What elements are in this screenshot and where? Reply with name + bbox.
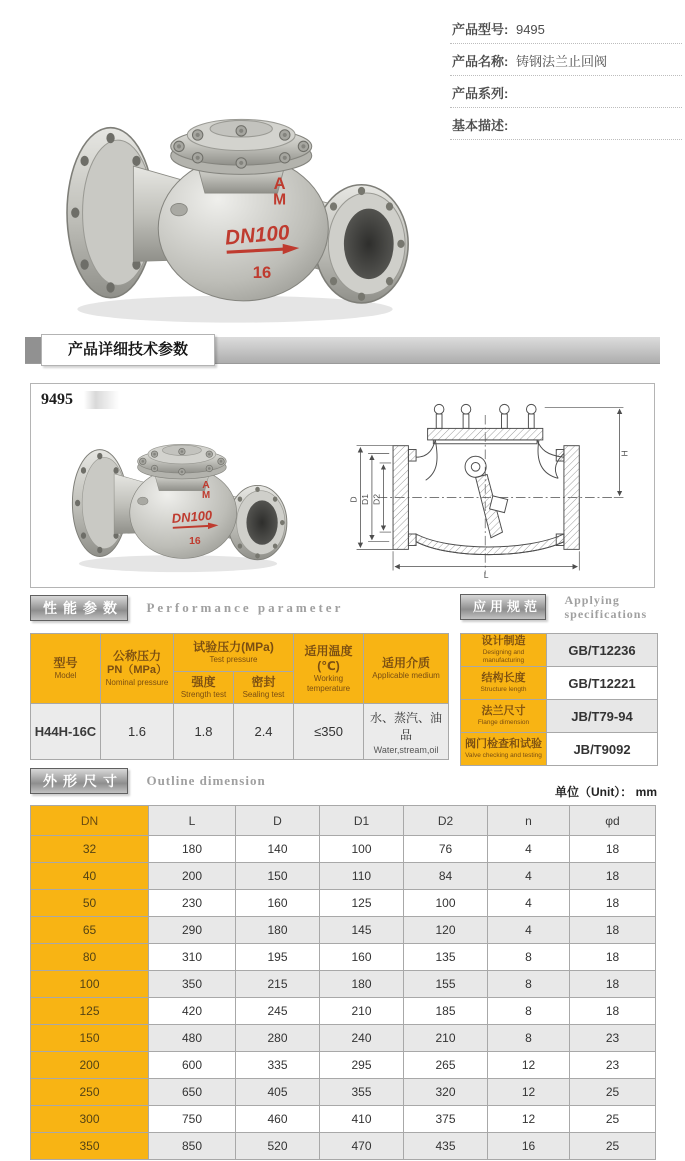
perf-medium: 水、蒸汽、油品 Water,stream,oil bbox=[364, 704, 449, 760]
drawing-label-d2: D2 bbox=[371, 493, 382, 505]
dimension-cell: 650 bbox=[149, 1079, 236, 1106]
perf-model: H44H-16C bbox=[31, 704, 101, 760]
table-row bbox=[31, 971, 656, 998]
dimension-cell: 8 bbox=[488, 971, 570, 998]
perf-strength: 1.8 bbox=[174, 704, 234, 760]
applying-title-en: Applying specifications bbox=[564, 593, 648, 622]
dimension-cell: 18 bbox=[570, 917, 656, 944]
table-row bbox=[31, 1133, 656, 1160]
table-row bbox=[31, 836, 656, 863]
spec-designing: 设计制造 Designing and manufacturing bbox=[461, 634, 547, 667]
dimension-table bbox=[30, 805, 656, 1160]
dimension-cell: 12 bbox=[488, 1106, 570, 1133]
dimension-cell: 210 bbox=[404, 1025, 488, 1052]
dimension-cell: 405 bbox=[236, 1079, 320, 1106]
perf-sealing: 2.4 bbox=[234, 704, 294, 760]
dimension-cell: 23 bbox=[570, 1052, 656, 1079]
dimension-cell: 180 bbox=[149, 836, 236, 863]
table-row bbox=[31, 1106, 656, 1133]
drawing-label-l: L bbox=[483, 570, 489, 581]
dimension-cell: 8 bbox=[488, 998, 570, 1025]
outline-section-header bbox=[30, 768, 266, 792]
spec-designing-value: GB/T12236 bbox=[547, 634, 658, 667]
dn-cell: 80 bbox=[31, 944, 149, 971]
product-series-row bbox=[450, 76, 682, 108]
col-d: D bbox=[236, 806, 320, 836]
outline-title-cn: 外形尺寸 bbox=[30, 768, 128, 794]
col-dn: DN bbox=[31, 806, 149, 836]
dn-cell: 250 bbox=[31, 1079, 149, 1106]
dimension-cell: 850 bbox=[149, 1133, 236, 1160]
dimension-cell: 460 bbox=[236, 1106, 320, 1133]
dimension-cell: 335 bbox=[236, 1052, 320, 1079]
dimension-cell: 100 bbox=[320, 836, 404, 863]
dimension-cell: 420 bbox=[149, 998, 236, 1025]
dimension-cell: 600 bbox=[149, 1052, 236, 1079]
dimension-cell: 375 bbox=[404, 1106, 488, 1133]
dimension-cell: 295 bbox=[320, 1052, 404, 1079]
applying-table bbox=[460, 633, 658, 766]
dn-cell: 100 bbox=[31, 971, 149, 998]
dn-cell: 50 bbox=[31, 890, 149, 917]
table-row bbox=[31, 1079, 656, 1106]
col-applicable-medium: 适用介质 Applicable medium bbox=[364, 634, 449, 704]
detail-box-model: 9495 bbox=[41, 391, 119, 409]
col-sealing-test: 密封 Sealing test bbox=[234, 672, 294, 704]
col-nominal-pressure: 公称压力 PN（MPa） Nominal pressure bbox=[101, 634, 174, 704]
dn-cell: 300 bbox=[31, 1106, 149, 1133]
dn-cell: 125 bbox=[31, 998, 149, 1025]
dimension-cell: 290 bbox=[149, 917, 236, 944]
dimension-cell: 125 bbox=[320, 890, 404, 917]
product-info bbox=[450, 12, 682, 140]
spec-structure-length: 结构长度 Structure length bbox=[461, 667, 547, 700]
product-name-row bbox=[450, 44, 682, 76]
spec-flange-dimension: 法兰尺寸 Flange dimension bbox=[461, 700, 547, 733]
product-model-row bbox=[450, 12, 682, 44]
dimension-cell: 120 bbox=[404, 917, 488, 944]
perf-pn: 1.6 bbox=[101, 704, 174, 760]
dimension-cell: 320 bbox=[404, 1079, 488, 1106]
dimension-cell: 280 bbox=[236, 1025, 320, 1052]
section-title: 产品详细技术参数 bbox=[41, 334, 215, 366]
perf-temp: ≤350 bbox=[294, 704, 364, 760]
col-test-pressure: 试验压力(MPa) Test pressure bbox=[174, 634, 294, 672]
performance-section-header bbox=[30, 595, 343, 619]
dimension-header-row bbox=[31, 806, 656, 836]
dimension-cell: 435 bbox=[404, 1133, 488, 1160]
col-strength-test: 强度 Strength test bbox=[174, 672, 234, 704]
dimension-cell: 25 bbox=[570, 1079, 656, 1106]
dimension-cell: 4 bbox=[488, 917, 570, 944]
product-name-label: 产品名称: bbox=[452, 54, 509, 69]
section-bar bbox=[25, 337, 660, 364]
table-row bbox=[31, 890, 656, 917]
performance-table bbox=[30, 633, 449, 760]
dimension-cell: 245 bbox=[236, 998, 320, 1025]
table-row bbox=[31, 998, 656, 1025]
dimension-cell: 12 bbox=[488, 1079, 570, 1106]
dimension-cell: 76 bbox=[404, 836, 488, 863]
col-d2: D2 bbox=[404, 806, 488, 836]
table-row bbox=[31, 1052, 656, 1079]
outline-title-en: Outline dimension bbox=[146, 773, 266, 788]
dimension-cell: 8 bbox=[488, 1025, 570, 1052]
performance-row bbox=[31, 704, 449, 760]
drawing-label-d: D bbox=[348, 496, 359, 503]
dimension-cell: 12 bbox=[488, 1052, 570, 1079]
dimension-cell: 265 bbox=[404, 1052, 488, 1079]
dimension-cell: 200 bbox=[149, 863, 236, 890]
dimension-cell: 18 bbox=[570, 944, 656, 971]
applying-title-cn: 应用规范 bbox=[460, 594, 546, 620]
spec-structure-length-value: GB/T12221 bbox=[547, 667, 658, 700]
spec-valve-checking-value: JB/T9092 bbox=[547, 733, 658, 766]
spec-valve-checking: 阀门检查和试验 Valve checking and testing bbox=[461, 733, 547, 766]
product-photo-small bbox=[49, 402, 307, 578]
dimension-cell: 160 bbox=[236, 890, 320, 917]
col-model: 型号 Model bbox=[31, 634, 101, 704]
dimension-cell: 18 bbox=[570, 971, 656, 998]
dimension-cell: 4 bbox=[488, 863, 570, 890]
dimension-cell: 4 bbox=[488, 890, 570, 917]
dimension-cell: 480 bbox=[149, 1025, 236, 1052]
product-name-value: 铸钢法兰止回阀 bbox=[515, 54, 607, 69]
detail-box bbox=[30, 383, 655, 588]
dimension-cell: 84 bbox=[404, 863, 488, 890]
product-desc-label: 基本描述: bbox=[452, 118, 509, 133]
product-photo-large bbox=[35, 52, 435, 332]
dimension-cell: 100 bbox=[404, 890, 488, 917]
applying-section-header bbox=[460, 593, 648, 622]
dimension-cell: 150 bbox=[236, 863, 320, 890]
dimension-cell: 18 bbox=[570, 863, 656, 890]
product-model-label: 产品型号: bbox=[452, 22, 509, 37]
table-row bbox=[31, 863, 656, 890]
col-phi-d: φd bbox=[570, 806, 656, 836]
performance-title-cn: 性能参数 bbox=[30, 595, 128, 621]
unit-label: 单位（Unit）： mm bbox=[554, 785, 657, 799]
dn-cell: 32 bbox=[31, 836, 149, 863]
dimension-cell: 16 bbox=[488, 1133, 570, 1160]
dimension-cell: 18 bbox=[570, 998, 656, 1025]
dimension-cell: 135 bbox=[404, 944, 488, 971]
dn-cell: 200 bbox=[31, 1052, 149, 1079]
dimension-cell: 4 bbox=[488, 836, 570, 863]
dimension-cell: 195 bbox=[236, 944, 320, 971]
dimension-cell: 155 bbox=[404, 971, 488, 998]
dimension-cell: 240 bbox=[320, 1025, 404, 1052]
dimension-cell: 215 bbox=[236, 971, 320, 998]
dimension-cell: 180 bbox=[236, 917, 320, 944]
dimension-cell: 145 bbox=[320, 917, 404, 944]
col-working-temperature: 适用温度(℃) Working temperature bbox=[294, 634, 364, 704]
table-row bbox=[31, 944, 656, 971]
dimension-cell: 750 bbox=[149, 1106, 236, 1133]
dimension-cell: 25 bbox=[570, 1106, 656, 1133]
dimension-cell: 180 bbox=[320, 971, 404, 998]
dimension-cell: 160 bbox=[320, 944, 404, 971]
dimension-cell: 25 bbox=[570, 1133, 656, 1160]
dn-cell: 40 bbox=[31, 863, 149, 890]
col-l: L bbox=[149, 806, 236, 836]
table-row bbox=[31, 1025, 656, 1052]
dimension-cell: 140 bbox=[236, 836, 320, 863]
dimension-cell: 210 bbox=[320, 998, 404, 1025]
applying-row bbox=[461, 700, 658, 733]
product-series-label: 产品系列: bbox=[452, 86, 509, 101]
col-n: n bbox=[488, 806, 570, 836]
dn-cell: 150 bbox=[31, 1025, 149, 1052]
applying-row bbox=[461, 634, 658, 667]
dimension-cell: 23 bbox=[570, 1025, 656, 1052]
product-model-value: 9495 bbox=[515, 22, 545, 37]
drawing-label-d1: D1 bbox=[360, 493, 371, 505]
dimension-cell: 8 bbox=[488, 944, 570, 971]
technical-drawing bbox=[331, 390, 649, 582]
dimension-cell: 185 bbox=[404, 998, 488, 1025]
dimension-cell: 18 bbox=[570, 836, 656, 863]
dimension-cell: 110 bbox=[320, 863, 404, 890]
dimension-cell: 410 bbox=[320, 1106, 404, 1133]
applying-row bbox=[461, 733, 658, 766]
dimension-cell: 355 bbox=[320, 1079, 404, 1106]
dimension-cell: 18 bbox=[570, 890, 656, 917]
table-row bbox=[31, 917, 656, 944]
product-desc-row bbox=[450, 108, 682, 140]
drawing-label-h: H bbox=[619, 450, 630, 457]
dimension-cell: 310 bbox=[149, 944, 236, 971]
col-d1: D1 bbox=[320, 806, 404, 836]
dimension-cell: 520 bbox=[236, 1133, 320, 1160]
dimension-cell: 230 bbox=[149, 890, 236, 917]
spec-flange-dimension-value: JB/T79-94 bbox=[547, 700, 658, 733]
performance-title-en: Performance parameter bbox=[146, 600, 344, 615]
section-bar-lead-block bbox=[25, 337, 41, 363]
dn-cell: 65 bbox=[31, 917, 149, 944]
dimension-cell: 350 bbox=[149, 971, 236, 998]
applying-row bbox=[461, 667, 658, 700]
dimension-cell: 470 bbox=[320, 1133, 404, 1160]
dn-cell: 350 bbox=[31, 1133, 149, 1160]
